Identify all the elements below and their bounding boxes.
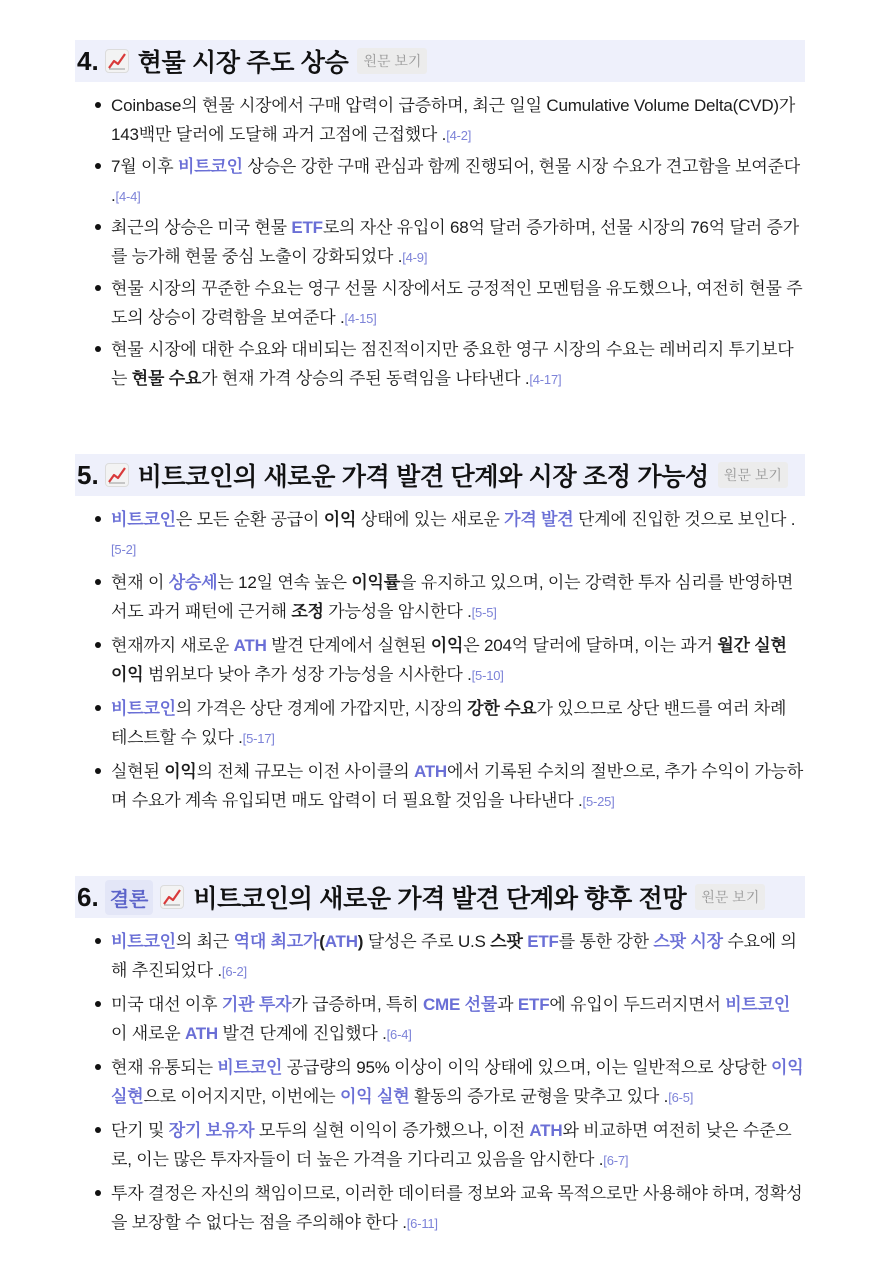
section-number: 6. [77, 881, 99, 912]
highlighted-term: ATH [529, 1121, 563, 1140]
highlighted-term: ATH [324, 932, 358, 951]
section-number: 4. [77, 45, 99, 76]
highlighted-term: 스팟 시장 [653, 932, 723, 951]
highlighted-term: 비트코인 [217, 1058, 283, 1077]
reference-link[interactable]: [4-9] [402, 250, 428, 265]
text-run: Coinbase의 현물 시장에서 구매 압력이 급증하며, 최근 일일 Cumulative Volume Delta(CVD)가 143백만 달러에 도달해 과거 고점에 근접했다 . [111, 96, 796, 144]
text-run: 의 가격은 상단 경계에 가깝지만, 시장의 [175, 699, 468, 718]
reference-link[interactable]: [6-5] [668, 1090, 694, 1105]
list-item [75, 274, 805, 333]
bold-term: 이익 [323, 510, 357, 529]
text-run: 발견 단계에 진입했다 . [218, 1024, 387, 1043]
highlighted-term: 상승세 [168, 573, 218, 592]
highlighted-term: CME 선물 [422, 995, 498, 1014]
list-item [75, 1053, 805, 1112]
reference-link[interactable]: [4-2] [446, 128, 472, 143]
text-run: 달성은 주로 U.S [363, 932, 491, 951]
reference-link[interactable]: [6-4] [386, 1027, 412, 1042]
highlighted-term: ATH [233, 636, 267, 655]
highlighted-term: 비트코인 [111, 932, 176, 951]
section-number: 5. [77, 459, 99, 490]
section-title: 현물 시장 주도 상승 [137, 49, 349, 77]
text-run: 단계에 진입한 것으로 보인다 . [573, 510, 796, 529]
list-item [75, 505, 805, 564]
text-run: 의 전체 규모는 이전 사이클의 [196, 762, 414, 781]
bullet-list [75, 927, 805, 1238]
view-original-button[interactable]: 원문 보기 [718, 462, 788, 488]
reference-link[interactable]: [4-17] [529, 372, 562, 387]
highlighted-term: ETF [527, 932, 559, 951]
text-run: 가 현재 가격 상승의 주된 동력임을 나타낸다 . [201, 369, 530, 388]
highlighted-term: 역대 최고가 [233, 932, 320, 951]
reference-link[interactable]: [6-11] [406, 1216, 438, 1231]
text-run: 현재 유통되는 [111, 1058, 218, 1077]
section-header [75, 454, 805, 496]
text-run: 과 [497, 995, 518, 1014]
text-run: 7월 이후 [111, 157, 178, 176]
bold-term: 스팟 [490, 932, 523, 951]
section-header [75, 876, 805, 918]
text-run: 실현된 [111, 762, 165, 781]
text-run: 가 급증하며, 특히 [291, 995, 423, 1014]
view-original-button[interactable]: 원문 보기 [357, 48, 427, 74]
text-run: 현물 시장에 대한 수요와 대비되는 점진적이지만 중요한 영구 시장의 수요는 레버리지 투기보다는 [111, 340, 794, 388]
bold-term: 현물 수요 [131, 369, 202, 388]
highlighted-term: 이익 실현 [340, 1087, 410, 1106]
highlighted-term: 기관 투자 [221, 995, 292, 1014]
list-item [75, 335, 805, 394]
bold-term: ) [357, 932, 364, 951]
bold-term: 강한 수요 [467, 699, 537, 718]
reference-link[interactable]: [5-2] [111, 542, 137, 557]
reference-link[interactable]: [4-15] [344, 311, 377, 326]
text-run: 현재 이 [111, 573, 169, 592]
section-4 [75, 40, 805, 394]
list-item [75, 631, 805, 690]
text-run: 와 비교하면 여전히 낮은 수준으로, 이는 많은 투자자들이 더 높은 가격을 기다리고 있음을 암시한다 . [111, 1121, 792, 1169]
text-run: 은 204억 달러에 달하며, 이는 과거 [463, 636, 718, 655]
list-item [75, 757, 805, 816]
highlighted-term: ETF [291, 218, 323, 237]
list-item [75, 213, 805, 272]
text-run: 투자 결정은 자신의 책임이므로, 이러한 데이터를 정보와 교육 목적으로만 사용해야 하며, 정확성을 보장할 수 없다는 점을 주의해야 한다 . [111, 1184, 803, 1232]
bold-term: 이익 [164, 762, 197, 781]
bold-term: 조정 [291, 602, 324, 621]
bullet-list [75, 91, 805, 394]
highlighted-term: 비트코인 [725, 995, 791, 1014]
conclusion-tag: 결론 [105, 880, 154, 915]
list-item [75, 1179, 805, 1238]
reference-link[interactable]: [5-10] [471, 668, 504, 683]
text-run: 상승은 강한 구매 관심과 함께 진행되어, 현물 시장 수요가 견고함을 보여준다 . [111, 157, 801, 205]
reference-link[interactable]: [5-5] [471, 605, 497, 620]
highlighted-term: 가격 발견 [504, 510, 574, 529]
section-5 [75, 454, 805, 816]
list-item [75, 990, 805, 1049]
text-run: 은 모든 순환 공급이 [175, 510, 324, 529]
bullet-list [75, 505, 805, 816]
text-run: 가능성을 암시한다 . [323, 602, 472, 621]
reference-link[interactable]: [4-4] [115, 189, 141, 204]
bold-term: 이익 [430, 636, 464, 655]
highlighted-term: 비트코인 [111, 510, 176, 529]
text-run: 에 유입이 두드러지면서 [549, 995, 726, 1014]
highlighted-term: ATH [184, 1024, 219, 1043]
text-run: 를 통한 강한 [558, 932, 654, 951]
highlighted-term: 이익 실현 [111, 1058, 804, 1106]
bold-term: 이익률 [351, 573, 400, 592]
text-run: 을 유지하고 있으며, 이는 강력한 투자 심리를 반영하면서도 과거 패턴에 근거해 [111, 573, 794, 621]
section-title: 비트코인의 새로운 가격 발견 단계와 시장 조정 가능성 [137, 463, 709, 491]
reference-link[interactable]: [6-2] [221, 964, 247, 979]
text-run: 단기 및 [111, 1121, 169, 1140]
text-run: 의 최근 [175, 932, 234, 951]
text-run: 는 12일 연속 높은 [217, 573, 352, 592]
list-item [75, 927, 805, 986]
text-run: 발견 단계에서 실현된 [266, 636, 431, 655]
section-6 [75, 876, 805, 1238]
bold-term: 월간 실현 이익 [111, 636, 787, 684]
text-run: 가 있으므로 상단 밴드를 여러 차례 테스트할 수 있다 . [111, 699, 787, 747]
text-run: 모두의 실현 이익이 증가했으나, 이전 [254, 1121, 530, 1140]
text-run: 현재까지 새로운 [111, 636, 234, 655]
highlighted-term: 장기 보유자 [168, 1121, 255, 1140]
text-run: 이 새로운 [111, 1024, 185, 1043]
list-item [75, 91, 805, 150]
text-run: 범위보다 낮아 추가 성장 가능성을 시사한다 . [143, 665, 472, 684]
list-item [75, 152, 805, 211]
highlighted-term: ATH [413, 762, 448, 781]
section-header [75, 40, 805, 82]
highlighted-term: 비트코인 [111, 699, 176, 718]
text-run: 으로 이어지지만, 이번에는 [143, 1087, 340, 1106]
text-run: 로의 자산 유입이 68억 달러 증가하며, 선물 시장의 76억 달러 증가를 능가해 현물 중심 노출이 강화되었다 . [111, 218, 799, 266]
chart-increasing-icon [105, 49, 129, 73]
highlighted-term: 비트코인 [177, 157, 243, 176]
view-original-button[interactable]: 원문 보기 [695, 884, 765, 910]
chart-increasing-icon [105, 463, 129, 487]
text-run: 공급량의 95% 이상이 이익 상태에 있으며, 이는 일반적으로 상당한 [282, 1058, 772, 1077]
highlighted-term: ETF [517, 995, 550, 1014]
text-run: 현물 시장의 꾸준한 수요는 영구 선물 시장에서도 긍정적인 모멘텀을 유도했으나, 여전히 현물 주도의 상승이 강력함을 보여준다 . [111, 279, 803, 327]
text-run: 상태에 있는 새로운 [356, 510, 505, 529]
reference-link[interactable]: [6-7] [603, 1153, 629, 1168]
text-run: 최근의 상승은 미국 현물 [111, 218, 292, 237]
text-run: 활동의 증가로 균형을 맞추고 있다 . [409, 1087, 669, 1106]
reference-link[interactable]: [5-17] [242, 731, 275, 746]
list-item [75, 568, 805, 627]
list-item [75, 694, 805, 753]
list-item [75, 1116, 805, 1175]
section-title: 비트코인의 새로운 가격 발견 단계와 향후 전망 [193, 885, 687, 913]
reference-link[interactable]: [5-25] [582, 794, 615, 809]
text-run: 수요에 의해 추진되었다 . [111, 932, 797, 980]
text-run: 에서 기록된 수치의 절반으로, 추가 수익이 가능하며 수요가 계속 유입되면 매도 압력이 더 필요할 것임을 나타낸다 . [111, 762, 804, 810]
bold-term: ( [319, 932, 325, 951]
text-run: 미국 대선 이후 [111, 995, 222, 1014]
chart-increasing-icon [160, 885, 184, 909]
